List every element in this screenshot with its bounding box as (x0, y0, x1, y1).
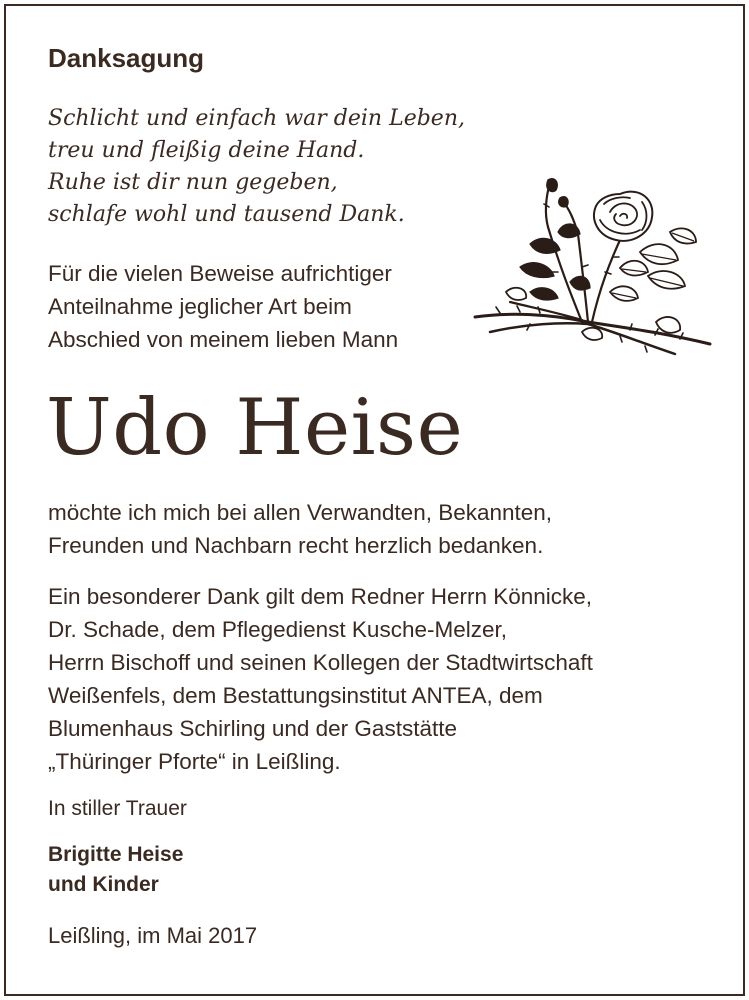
rose-illustration-icon (470, 172, 720, 362)
thanks-special (48, 580, 593, 778)
thanks-special-line: Ein besonderer Dank gilt dem Redner Herrn Könnicke, (48, 584, 593, 609)
signers (48, 840, 183, 900)
place-date: Leißling, im Mai 2017 (48, 923, 258, 948)
thanks-special-line: „Thüringer Pforte“ in Leißling. (48, 749, 341, 774)
poem-line: schlafe wohl und tausend Dank. (48, 202, 405, 227)
poem-line: Schlicht und einfach war dein Leben, (48, 106, 465, 131)
signer-family: und Kinder (48, 873, 159, 896)
poem-line: Ruhe ist dir nun gegeben, (48, 170, 338, 195)
thanks-general (48, 496, 552, 562)
thanks-special-line: Weißenfels, dem Bestattungsinstitut ANTEA, dem (48, 683, 543, 708)
intro-text (48, 257, 398, 356)
poem (48, 103, 465, 231)
notice-heading: Danksagung (48, 43, 205, 73)
deceased-name: Udo Heise (46, 383, 464, 473)
intro-line: Abschied von meinem lieben Mann (48, 327, 399, 352)
thanks-special-line: Blumenhaus Schirling und der Gaststätte (48, 716, 457, 741)
thanks-general-line: Freunden und Nachbarn recht herzlich bedanken. (48, 533, 544, 558)
intro-line: Für die vielen Beweise aufrichtiger (48, 261, 392, 286)
signer-name: Brigitte Heise (48, 843, 184, 866)
poem-line: treu und fleißig deine Hand. (48, 138, 365, 163)
mourning-line: In stiller Trauer (48, 797, 187, 820)
thanks-special-line: Herrn Bischoff und seinen Kollegen der Stadtwirtschaft (48, 650, 593, 675)
intro-line: Anteilnahme jeglicher Art beim (48, 294, 352, 319)
thanks-general-line: möchte ich mich bei allen Verwandten, Bekannten, (48, 500, 553, 525)
thanks-special-line: Dr. Schade, dem Pflegedienst Kusche-Melzer, (48, 617, 507, 642)
